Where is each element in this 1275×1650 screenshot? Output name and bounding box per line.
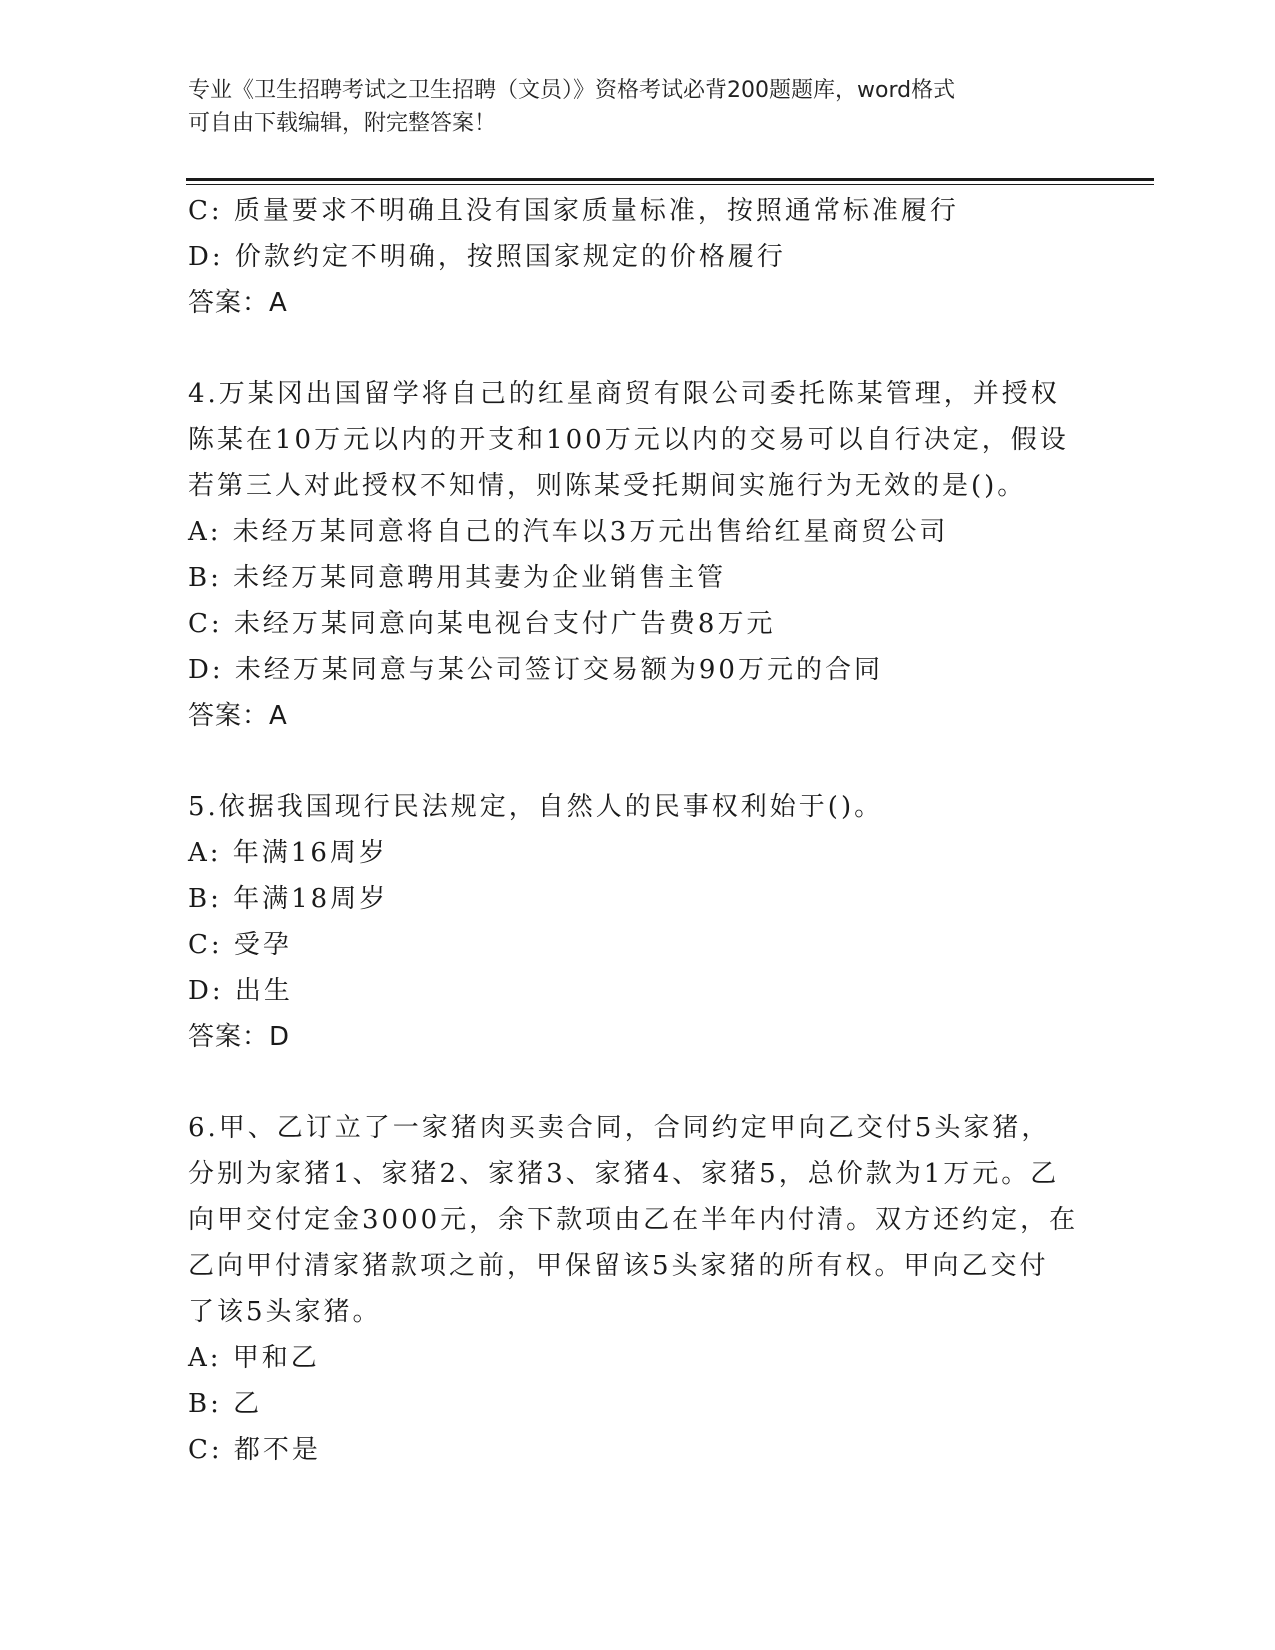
- option-d: D: 未经万某同意与某公司签订交易额为90万元的合同: [188, 655, 883, 685]
- question-5: [188, 784, 1088, 1060]
- option-d: D: 出生: [188, 976, 293, 1006]
- header-line-2: 可自由下载编辑，附完整答案！: [188, 111, 497, 136]
- option-d: D: 价款约定不明确，按照国家规定的价格履行: [188, 242, 786, 272]
- option-a: A: 年满16周岁: [188, 838, 388, 868]
- spacer: [188, 1060, 1088, 1105]
- header-divider-thin: [186, 184, 1154, 185]
- option-c: C: 都不是: [188, 1435, 321, 1465]
- question-stem-line: 4.万某冈出国留学将自己的红星商贸有限公司委托陈某管理，并授权: [188, 379, 1060, 409]
- question-stem: 5.依据我国现行民法规定，自然人的民事权利始于()。: [188, 792, 884, 822]
- option-a: A: 甲和乙: [188, 1343, 320, 1373]
- spacer: [188, 326, 1088, 371]
- header-divider-thick: [186, 178, 1154, 181]
- header-line-1: 专业《卫生招聘考试之卫生招聘（文员）》资格考试必背200题题库，word格式: [188, 78, 956, 103]
- answer: 答案：A: [188, 288, 288, 318]
- option-b: B: 年满18周岁: [188, 884, 389, 914]
- option-c: C: 受孕: [188, 930, 292, 960]
- option-b: B: 乙: [188, 1389, 263, 1419]
- question-stem-line: 乙向甲付清家猪款项之前，甲保留该5头家猪的所有权。甲向乙交付: [188, 1251, 1049, 1281]
- question-stem-line: 分别为家猪1、家猪2、家猪3、家猪4、家猪5，总价款为1万元。乙: [188, 1159, 1060, 1189]
- option-c: C: 未经万某同意向某电视台支付广告费8万元: [188, 609, 776, 639]
- question-stem-line: 陈某在10万元以内的开支和100万元以内的交易可以自行决定，假设: [188, 425, 1069, 455]
- question-4: [188, 371, 1088, 739]
- document-header: [188, 74, 1088, 140]
- option-b: B: 未经万某同意聘用其妻为企业销售主管: [188, 563, 727, 593]
- question-6: [188, 1105, 1088, 1473]
- answer: 答案：A: [188, 701, 288, 731]
- question-stem-line: 6.甲、乙订立了一家猪肉买卖合同，合同约定甲向乙交付5头家猪，: [188, 1113, 1051, 1143]
- question-stem-line: 向甲交付定金3000元，余下款项由乙在半年内付清。双方还约定，在: [188, 1205, 1079, 1235]
- answer: 答案：D: [188, 1022, 291, 1052]
- spacer: [188, 739, 1088, 784]
- document-body: [188, 188, 1088, 1473]
- question-3-tail: [188, 188, 1088, 326]
- option-c: C: 质量要求不明确且没有国家质量标准，按照通常标准履行: [188, 196, 959, 226]
- question-stem-line: 若第三人对此授权不知情，则陈某受托期间实施行为无效的是()。: [188, 471, 1027, 501]
- option-a: A: 未经万某同意将自己的汽车以3万元出售给红星商贸公司: [188, 517, 949, 547]
- question-stem-line: 了该5头家猪。: [188, 1297, 382, 1327]
